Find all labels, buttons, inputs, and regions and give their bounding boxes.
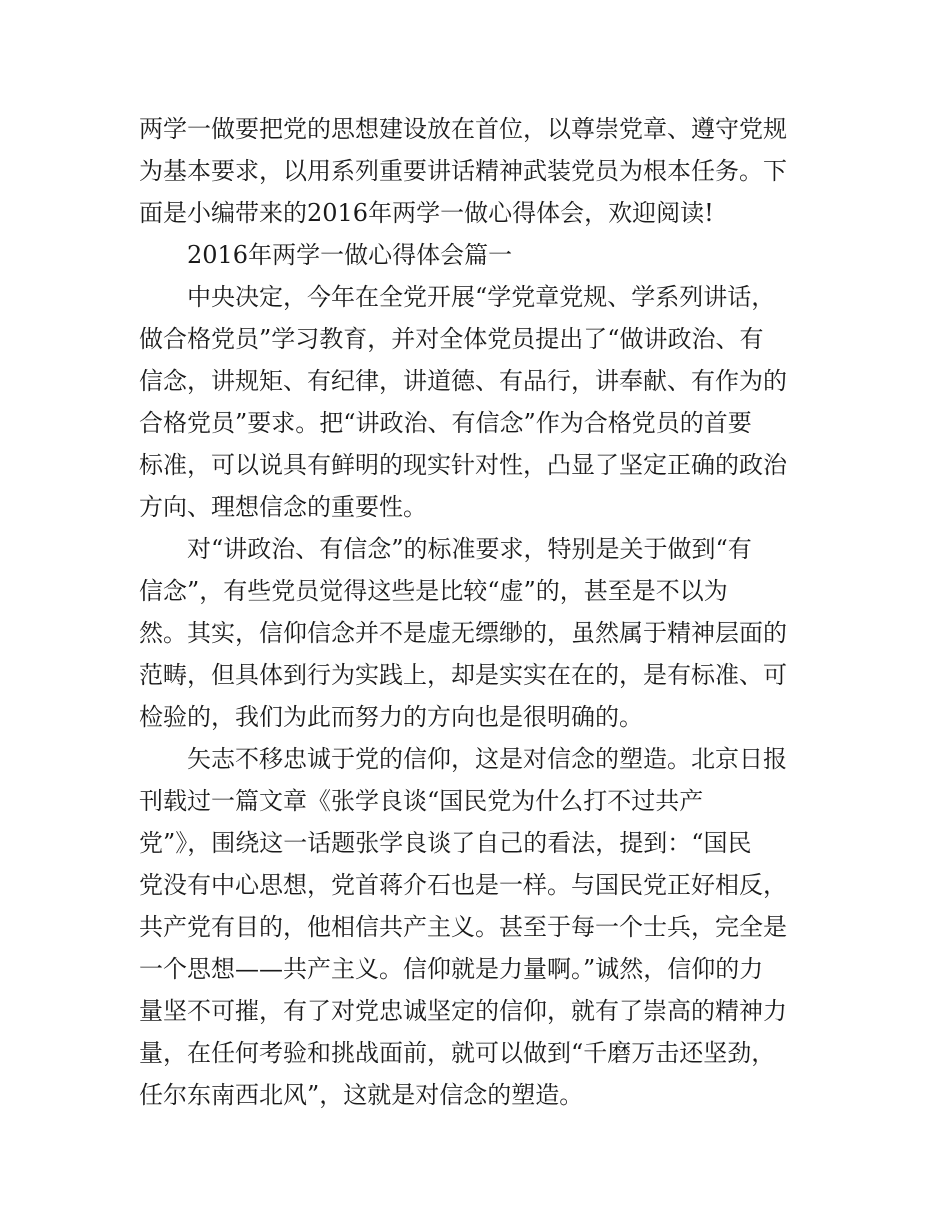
- text-line: 对“讲政治、有信念”的标准要求，特别是关于做到“有: [187, 535, 752, 563]
- text-line: 党”》，围绕这一话题张学良谈了自己的看法，提到：“国民: [139, 829, 752, 857]
- text-line: 检验的，我们为此而努力的方向也是很明确的。: [139, 703, 643, 731]
- text-line: 任尔东南西北风”，这就是对信念的塑造。: [139, 1081, 584, 1109]
- paragraph: [139, 276, 819, 528]
- text-line: 两学一做要把党的思想建设放在首位，以尊崇党章、遵守党规: [139, 115, 787, 143]
- paragraph: [139, 234, 819, 276]
- document-body: [139, 108, 819, 1116]
- text-line: 范畴，但具体到行为实践上，却是实实在在的，是有标准、可: [139, 661, 787, 689]
- text-line: 矢志不移忠诚于党的信仰，这是对信念的塑造。北京日报: [187, 745, 787, 773]
- text-line: 然。其实，信仰信念并不是虚无缥缈的，虽然属于精神层面的: [139, 619, 787, 647]
- text-line: 中央决定，今年在全党开展“学党章党规、学系列讲话，: [187, 283, 776, 311]
- text-line: 量，在任何考验和挑战面前，就可以做到“千磨万击还坚劲，: [139, 1039, 776, 1067]
- text-line: 标准，可以说具有鲜明的现实针对性，凸显了坚定正确的政治: [139, 451, 787, 479]
- text-line: 党没有中心思想，党首蒋介石也是一样。与国民党正好相反，: [139, 871, 787, 899]
- text-line: 方向、理想信念的重要性。: [139, 493, 427, 521]
- paragraph: [139, 108, 819, 234]
- text-line: 信念，讲规矩、有纪律，讲道德、有品行，讲奉献、有作为的: [139, 367, 787, 395]
- text-line: 量坚不可摧，有了对党忠诚坚定的信仰，就有了崇高的精神力: [139, 997, 787, 1025]
- text-line: 合格党员”要求。把“讲政治、有信念”作为合格党员的首要: [139, 409, 752, 437]
- text-line: 刊载过一篇文章《张学良谈“国民党为什么打不过共产: [139, 787, 704, 815]
- text-line: 做合格党员”学习教育，并对全体党员提出了“做讲政治、有: [139, 325, 764, 353]
- text-line: 信念”，有些党员觉得这些是比较“虚”的，甚至是不以为: [139, 577, 728, 605]
- paragraph: [139, 528, 819, 738]
- text-line: 为基本要求，以用系列重要讲话精神武装党员为根本任务。下: [139, 157, 787, 185]
- text-line: 面是小编带来的2016年两学一做心得体会，欢迎阅读!: [139, 199, 714, 227]
- text-line: 一个思想——共产主义。信仰就是力量啊。”诚然，信仰的力: [139, 955, 764, 983]
- paragraph: [139, 738, 819, 1116]
- text-line: 共产党有目的，他相信共产主义。甚至于每一个士兵，完全是: [139, 913, 787, 941]
- text-line: 2016年两学一做心得体会篇一: [187, 241, 513, 269]
